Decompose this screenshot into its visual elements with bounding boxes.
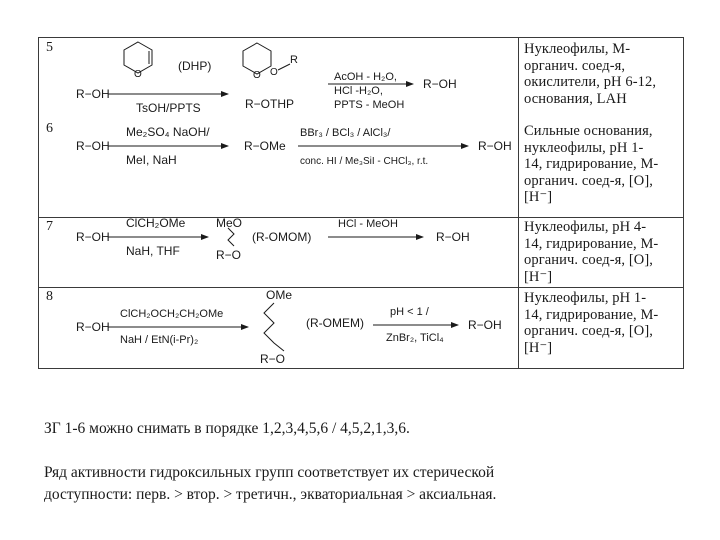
- product-r-5: R: [290, 54, 298, 66]
- reactant-5: R−OH: [76, 87, 110, 101]
- reactant-6: R−OH: [76, 139, 110, 153]
- row-number-8: 8: [46, 289, 53, 304]
- stability-conditions-7: Нуклеофилы, pH 4- 14, гидрирование, M- органич. соед-я, [O], [H⁻]: [524, 219, 659, 285]
- reactant-8: R−OH: [76, 320, 110, 334]
- stability-conditions-5: Нуклеофилы, M- органич. соед-я, окислители, pH 6-12, основания, LAH: [524, 41, 657, 107]
- result-7: R−OH: [436, 230, 470, 244]
- product-bottom-8: R−O: [260, 352, 286, 366]
- product-8: (R-OMEM): [306, 316, 364, 330]
- reagent-above-8: ClCH₂OCH₂CH₂OMe: [120, 308, 224, 320]
- deprotect-line3-5: PPTS - MeOH: [334, 99, 405, 111]
- product-7: (R-OMOM): [252, 230, 312, 244]
- stability-conditions-6: Сильные основания, нуклеофилы, pH 1- 14, гидрирование, M- органич. соед-я, [O], [H⁻]: [524, 123, 659, 205]
- result-8: R−OH: [468, 318, 502, 332]
- reagent-below-6: MeI, NaH: [126, 153, 177, 167]
- deprotect-below-6: conc. HI / Me₃SiI - CHCl₃, r.t.: [300, 156, 429, 167]
- deprotect-above-8: pH < 1 /: [390, 306, 429, 318]
- activity-series-line1: Ряд активности гидроксильных групп соответствует их стерической: [44, 464, 495, 481]
- result-5: R−OH: [423, 77, 457, 91]
- reaction-schemes: [38, 37, 518, 369]
- mem-chain-icon: [264, 303, 284, 351]
- table-border-right: [683, 37, 684, 369]
- row-number-6: 6: [46, 121, 53, 136]
- protecting-groups-table: [38, 37, 684, 369]
- stability-conditions-8: Нуклеофилы, pH 1- 14, гидрирование, M- органич. соед-я, [O], [H⁻]: [524, 290, 659, 356]
- reactant-7: R−OH: [76, 230, 110, 244]
- product-6: R−OMe: [244, 139, 286, 153]
- product-top-7: MeO: [216, 216, 243, 230]
- column-divider: [518, 37, 519, 369]
- reagent-above-6: Me₂SO₄ NaOH/: [126, 125, 210, 139]
- deprotect-above-7: HCl - MeOH: [338, 218, 398, 230]
- deprotection-order-note: ЗГ 1-6 можно снимать в порядке 1,2,3,4,5,6 / 4,5,2,1,3,6.: [44, 420, 410, 437]
- reagent-above-5: (DHP): [178, 59, 212, 73]
- ring-o-label: O: [253, 70, 261, 81]
- result-6: R−OH: [478, 139, 512, 153]
- deprotect-line2-5: HCl -H₂O,: [334, 85, 383, 97]
- row-number-5: 5: [46, 40, 53, 55]
- reagent-above-7: ClCH₂OMe: [126, 216, 186, 230]
- ring-o-label: O: [270, 67, 278, 78]
- reagent-below-8: NaH / EtN(i-Pr)₂: [120, 334, 199, 346]
- reagent-below-7: NaH, THF: [126, 244, 180, 258]
- deprotect-below-8: ZnBr₂, TiCl₄: [386, 332, 444, 344]
- activity-series-line2: доступности: перв. > втор. > третичн., экваториальная > аксиальная.: [44, 486, 497, 503]
- product-5: R−OTHP: [245, 97, 295, 111]
- product-top-8: OMe: [266, 288, 293, 302]
- reagent-below-5: TsOH/PPTS: [136, 101, 201, 115]
- deprotect-line1-5: AcOH - H₂O,: [334, 71, 397, 83]
- mom-chain-icon: [228, 228, 234, 246]
- row-number-7: 7: [46, 219, 53, 234]
- product-bottom-7: R−O: [216, 248, 242, 262]
- deprotect-above-6: BBr₃ / BCl₃ / AlCl₃/: [300, 127, 391, 139]
- ring-o-label: O: [134, 69, 142, 80]
